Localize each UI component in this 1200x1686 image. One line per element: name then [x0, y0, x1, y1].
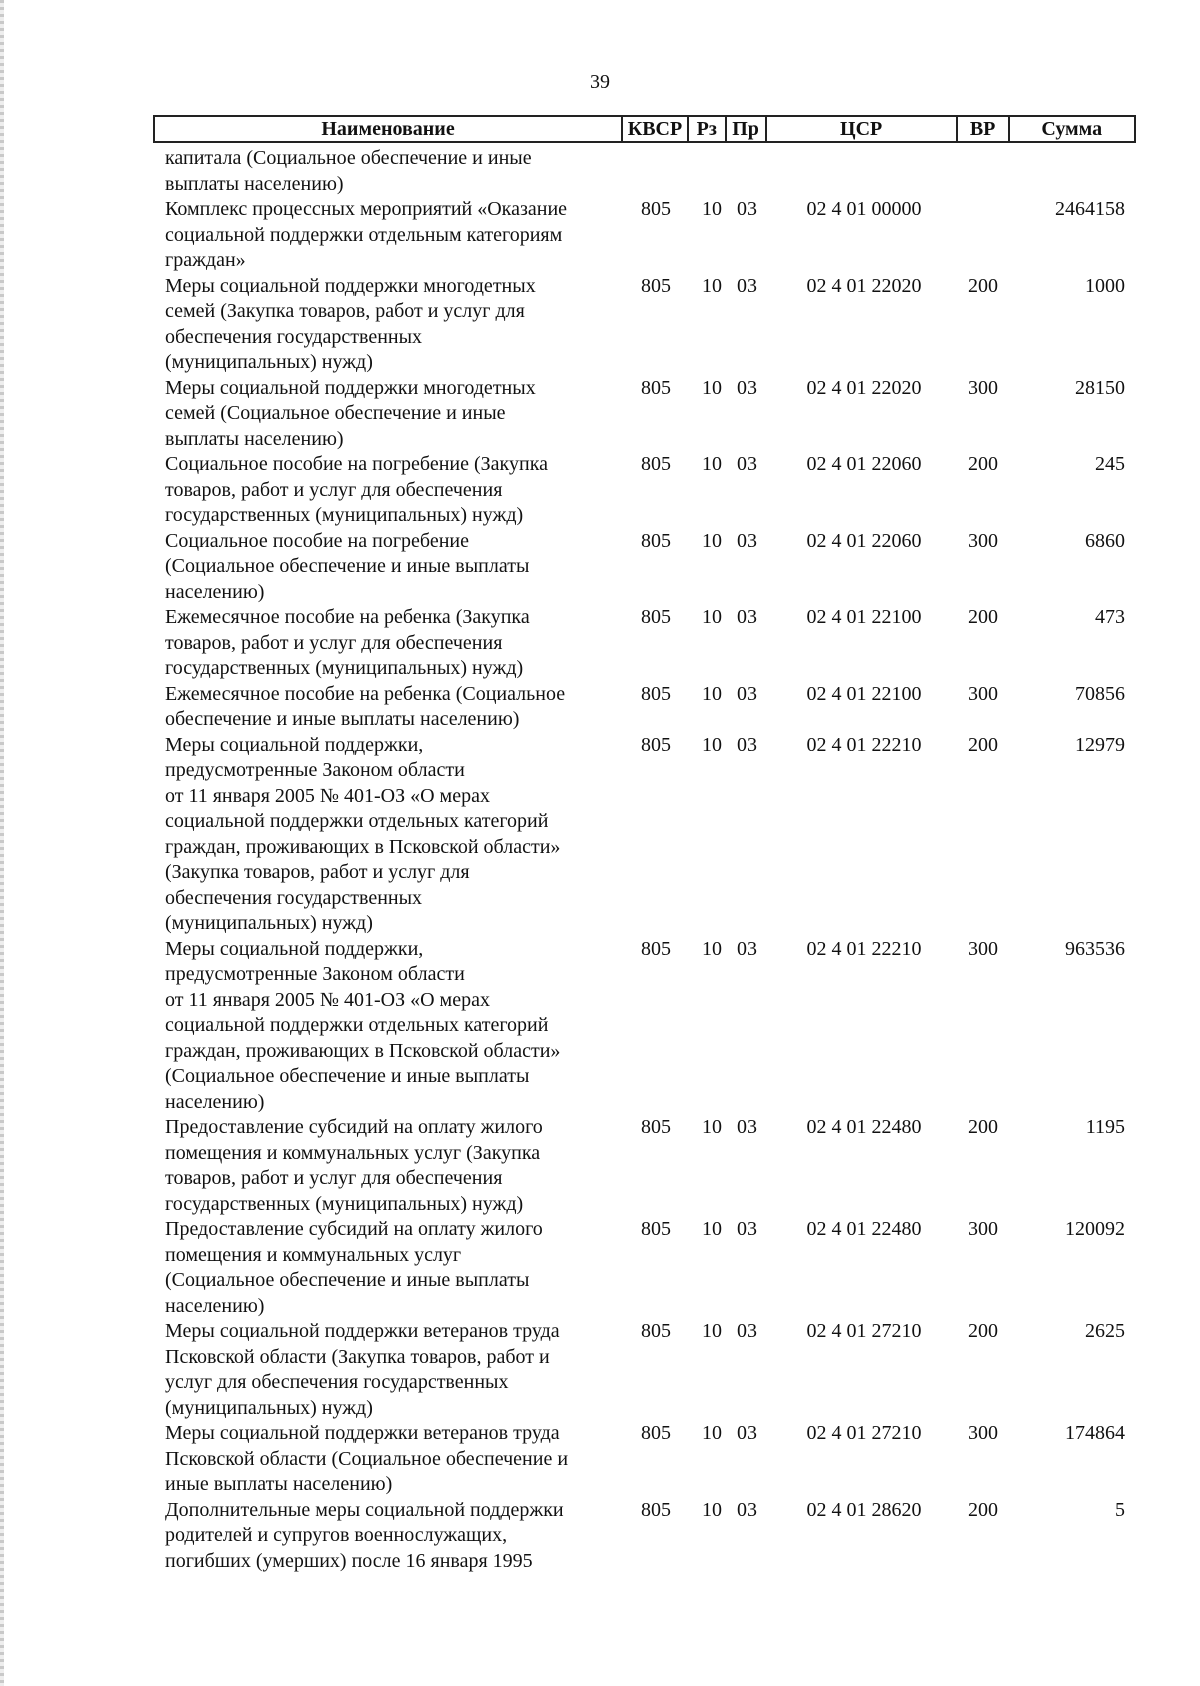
row-sum: 28150 — [1075, 376, 1125, 399]
row-sum: 174864 — [1065, 1422, 1125, 1444]
table-row — [153, 1115, 1136, 1217]
header-kvsr: КВСР — [621, 117, 687, 141]
row-sum: 5 — [1115, 1498, 1125, 1521]
row-pr: 03 — [737, 1320, 757, 1342]
row-name: Ежемесячное пособие на ребенка (Закупка товаров, работ и услуг для обеспечения государственных (муниципальных) нужд) — [165, 606, 530, 679]
row-vr — [957, 197, 1009, 274]
row-rz: 10 — [702, 274, 722, 297]
row-kvsr: 805 — [641, 733, 671, 756]
table-header — [153, 115, 1136, 143]
row-sum: 6860 — [1085, 529, 1125, 552]
row-kvsr: 805 — [641, 453, 671, 475]
table-row — [153, 1498, 1136, 1575]
row-csr: 02 4 01 22100 — [806, 682, 922, 705]
row-rz: 10 — [702, 529, 722, 552]
row-vr: 300 — [968, 529, 998, 552]
row-sum: 245 — [1095, 453, 1125, 475]
header-pr: Пр — [725, 117, 765, 141]
row-kvsr: 805 — [641, 1320, 671, 1342]
row-name: Социальное пособие на погребение (Закупка товаров, работ и услуг для обеспечения государственных (муниципальных) нужд) — [165, 453, 548, 526]
row-csr: 02 4 01 28620 — [806, 1498, 922, 1521]
scan-edge — [0, 0, 4, 1686]
row-rz: 10 — [702, 1116, 722, 1138]
header-vr: ВР — [956, 117, 1008, 141]
row-csr — [765, 146, 957, 197]
header-name: Наименование — [321, 118, 455, 140]
row-kvsr: 805 — [641, 376, 671, 399]
table-row — [153, 452, 1136, 529]
row-vr: 200 — [968, 1320, 998, 1342]
row-csr: 02 4 01 22060 — [806, 453, 922, 475]
row-name: Меры социальной поддержки ветеранов труда Псковской области (Закупка товаров, работ и услуг для обеспечения государственных (муниципальных) нужд) — [165, 1320, 560, 1419]
row-name: Социальное пособие на погребение (Социальное обеспечение и иные выплаты населению) — [165, 529, 530, 603]
row-pr: 03 — [737, 1498, 757, 1521]
row-rz: 10 — [702, 606, 722, 628]
budget-table — [153, 115, 1136, 1574]
row-csr: 02 4 01 22020 — [806, 376, 922, 399]
row-name: Комплекс процессных мероприятий «Оказание социальной поддержки отдельным категориям граждан» — [165, 198, 568, 271]
row-vr: 300 — [968, 682, 998, 705]
row-rz: 10 — [702, 1320, 722, 1342]
row-kvsr: 805 — [641, 198, 671, 220]
row-pr: 03 — [737, 1422, 757, 1444]
row-kvsr: 805 — [641, 682, 671, 705]
table-row — [153, 529, 1136, 606]
row-csr: 02 4 01 22480 — [806, 1218, 922, 1240]
row-vr: 300 — [968, 376, 998, 399]
table-row — [153, 733, 1136, 937]
table-row — [153, 1319, 1136, 1421]
row-pr: 03 — [737, 274, 757, 297]
row-rz: 10 — [702, 937, 722, 960]
row-kvsr: 805 — [641, 1498, 671, 1521]
row-sum: 963536 — [1065, 937, 1125, 960]
row-csr: 02 4 01 22480 — [806, 1116, 922, 1138]
row-csr: 02 4 01 22210 — [806, 937, 922, 960]
row-kvsr: 805 — [641, 1218, 671, 1240]
row-kvsr: 805 — [641, 1116, 671, 1138]
row-rz: 10 — [702, 453, 722, 475]
row-name: Предоставление субсидий на оплату жилого помещения и коммунальных услуг (Закупка товаров, работ и услуг для обеспечения государственных (муниципальных) нужд) — [165, 1116, 543, 1215]
row-sum: 2625 — [1085, 1320, 1125, 1342]
table-row — [153, 682, 1136, 733]
row-sum: 1195 — [1085, 1116, 1125, 1138]
row-sum — [1009, 146, 1136, 197]
table-row — [153, 1217, 1136, 1319]
page-number: 39 — [590, 71, 610, 93]
table-row — [153, 1421, 1136, 1498]
header-csr: ЦСР — [765, 117, 956, 141]
row-rz: 10 — [702, 198, 722, 220]
row-vr: 200 — [968, 733, 998, 756]
row-pr: 03 — [737, 733, 757, 756]
row-kvsr: 805 — [641, 606, 671, 628]
row-csr: 02 4 01 22020 — [806, 274, 922, 297]
row-pr: 03 — [737, 529, 757, 552]
row-csr: 02 4 01 22210 — [806, 733, 922, 756]
row-csr: 02 4 01 27210 — [806, 1320, 922, 1342]
row-name: Меры социальной поддержки ветеранов труда Псковской области (Социальное обеспечение и иные выплаты населению) — [165, 1422, 569, 1495]
header-sum: Сумма — [1008, 117, 1134, 141]
row-pr: 03 — [737, 937, 757, 960]
row-rz — [687, 146, 725, 197]
row-pr: 03 — [737, 1218, 757, 1240]
row-name: Меры социальной поддержки многодетных семей (Закупка товаров, работ и услуг для обеспечения государственных (муниципальных) нужд) — [165, 274, 536, 373]
row-name: капитала (Социальное обеспечение и иные выплаты населению) — [165, 147, 532, 195]
row-pr: 03 — [737, 606, 757, 628]
row-pr: 03 — [737, 453, 757, 475]
row-csr: 02 4 01 00000 — [806, 198, 922, 220]
row-pr: 03 — [737, 376, 757, 399]
row-rz: 10 — [702, 376, 722, 399]
row-sum: 120092 — [1065, 1218, 1125, 1240]
row-kvsr: 805 — [641, 1422, 671, 1444]
row-sum: 1000 — [1085, 274, 1125, 297]
row-sum: 2464158 — [1055, 198, 1125, 220]
row-name: Ежемесячное пособие на ребенка (Социальное обеспечение и иные выплаты населению) — [165, 682, 566, 730]
row-vr: 200 — [968, 606, 998, 628]
row-rz: 10 — [702, 733, 722, 756]
row-kvsr: 805 — [641, 274, 671, 297]
row-csr: 02 4 01 22060 — [806, 529, 922, 552]
row-pr: 03 — [737, 198, 757, 220]
row-name: Меры социальной поддержки, предусмотренные Законом области от 11 января 2005 № 401-ОЗ «О мерах социальной поддержки отдельных категорий граждан, проживающих в Псковской области» (Закупка товаров, работ и услуг для обеспечения государственных (муниципальных) нужд) — [165, 733, 561, 934]
row-vr: 200 — [968, 1498, 998, 1521]
table-row — [153, 605, 1136, 682]
row-vr: 200 — [968, 453, 998, 475]
row-kvsr — [621, 146, 687, 197]
row-rz: 10 — [702, 682, 722, 705]
row-pr — [725, 146, 765, 197]
row-csr: 02 4 01 27210 — [806, 1422, 922, 1444]
row-csr: 02 4 01 22100 — [806, 606, 922, 628]
row-sum: 70856 — [1075, 682, 1125, 705]
row-vr: 200 — [968, 1116, 998, 1138]
table-row — [153, 146, 1136, 197]
row-vr: 300 — [968, 937, 998, 960]
row-rz: 10 — [702, 1498, 722, 1521]
row-rz: 10 — [702, 1422, 722, 1444]
row-vr — [957, 146, 1009, 197]
table-row — [153, 937, 1136, 1116]
row-name: Дополнительные меры социальной поддержки родителей и супругов военнослужащих, погибших (умерших) после 16 января 1995 — [165, 1498, 564, 1572]
table-body — [153, 143, 1136, 1574]
row-vr: 300 — [968, 1422, 998, 1444]
row-name: Меры социальной поддержки, предусмотренные Законом области от 11 января 2005 № 401-ОЗ «О мерах социальной поддержки отдельных категорий граждан, проживающих в Псковской области» (Социальное обеспечение и иные выплаты населению) — [165, 937, 561, 1113]
row-kvsr: 805 — [641, 937, 671, 960]
row-sum: 12979 — [1075, 733, 1125, 756]
row-sum: 473 — [1095, 606, 1125, 628]
header-rz: Рз — [687, 117, 725, 141]
row-name: Предоставление субсидий на оплату жилого помещения и коммунальных услуг (Социальное обеспечение и иные выплаты населению) — [165, 1218, 543, 1317]
row-pr: 03 — [737, 1116, 757, 1138]
table-row — [153, 274, 1136, 376]
row-name: Меры социальной поддержки многодетных семей (Социальное обеспечение и иные выплаты населению) — [165, 376, 536, 450]
table-row — [153, 197, 1136, 274]
row-vr: 300 — [968, 1218, 998, 1240]
row-pr: 03 — [737, 682, 757, 705]
table-row — [153, 376, 1136, 453]
row-rz: 10 — [702, 1218, 722, 1240]
row-vr: 200 — [968, 274, 998, 297]
row-kvsr: 805 — [641, 529, 671, 552]
